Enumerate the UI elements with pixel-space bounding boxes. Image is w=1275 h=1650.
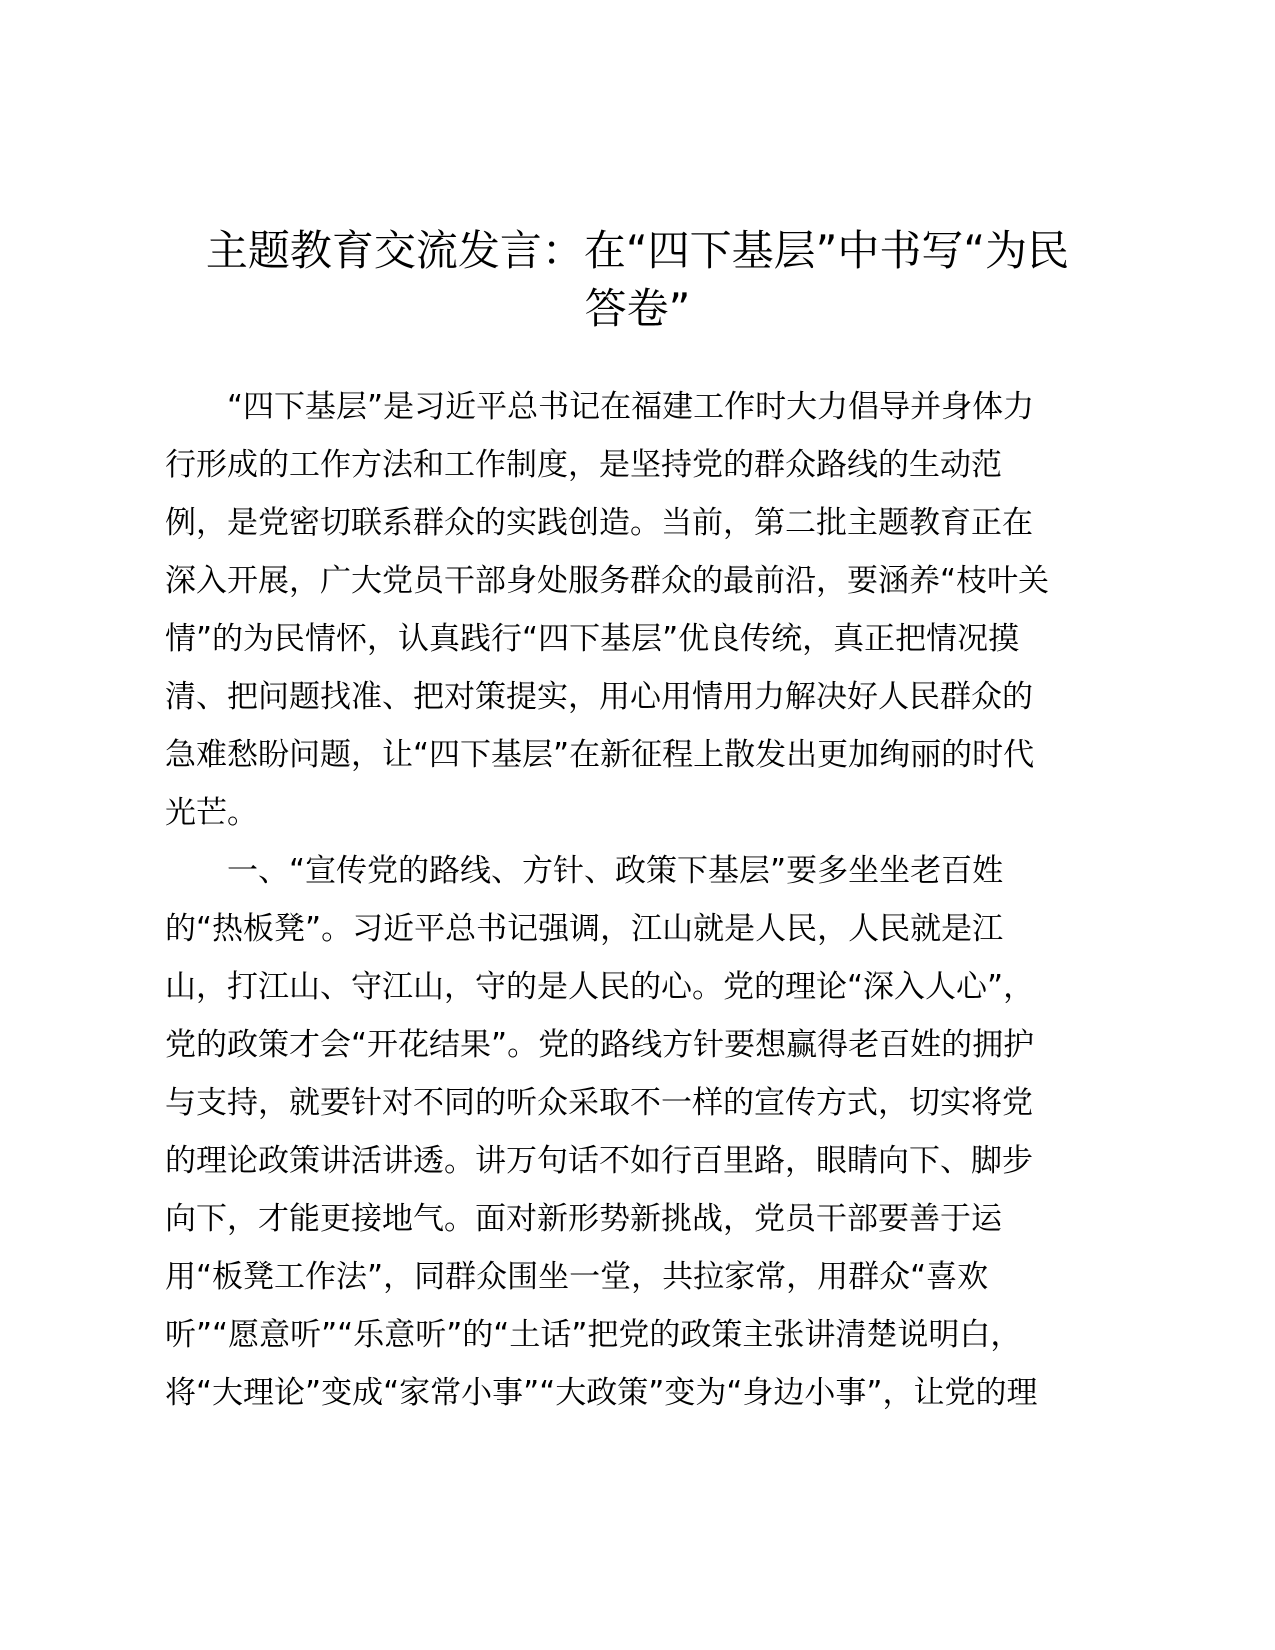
title-line: 主题教育交流发言：在“四下基层”中书写“为民 — [205, 226, 1070, 275]
text-line: 与支持，就要针对不同的听众采取不一样的宣传方式，切实将党 — [165, 1085, 1033, 1121]
text-line: 行形成的工作方法和工作制度，是坚持党的群众路线的生动范 — [165, 447, 1002, 483]
text-line: 急难愁盼问题，让“四下基层”在新征程上散发出更加绚丽的时代 — [165, 737, 1035, 773]
text-line: 山，打江山、守江山，守的是人民的心。党的理论“深入人心”， — [165, 969, 1035, 1005]
text-line: 党的政策才会“开花结果”。党的路线方针要想赢得老百姓的拥护 — [165, 1027, 1035, 1063]
text-line: 的理论政策讲活讲透。讲万句话不如行百里路，眼睛向下、脚步 — [165, 1143, 1033, 1179]
text-line: 一、“宣传党的路线、方针、政策下基层”要多坐坐老百姓 — [227, 853, 1004, 889]
paragraph-section-one — [165, 842, 1115, 1422]
document-title — [160, 222, 1115, 338]
text-line: 向下，才能更接地气。面对新形势新挑战，党员干部要善于运 — [165, 1201, 1002, 1237]
text-line: 的“热板凳”。习近平总书记强调，江山就是人民，人民就是江 — [165, 911, 1004, 947]
text-line: 光芒。 — [165, 795, 258, 831]
text-line: 情”的为民情怀，认真践行“四下基层”优良传统，真正把情况摸 — [165, 621, 1020, 657]
title-line: 答卷” — [584, 284, 691, 333]
text-line: 将“大理论”变成“家常小事”“大政策”变为“身边小事”，让党的理 — [165, 1375, 1038, 1411]
text-line: 例，是党密切联系群众的实践创造。当前，第二批主题教育正在 — [165, 505, 1033, 541]
paragraph-intro — [165, 378, 1115, 842]
text-line: 清、把问题找准、把对策提实，用心用情用力解决好人民群众的 — [165, 679, 1033, 715]
text-line: 听”“愿意听”“乐意听”的“土话”把党的政策主张讲清楚说明白， — [165, 1317, 1022, 1353]
text-line: “四下基层”是习近平总书记在福建工作时大力倡导并身体力 — [227, 389, 1035, 425]
document-body — [165, 378, 1115, 1422]
text-line: 用“板凳工作法”，同群众围坐一堂，共拉家常，用群众“喜欢 — [165, 1259, 989, 1295]
text-line: 深入开展，广大党员干部身处服务群众的最前沿，要涵养“枝叶关 — [165, 563, 1050, 599]
